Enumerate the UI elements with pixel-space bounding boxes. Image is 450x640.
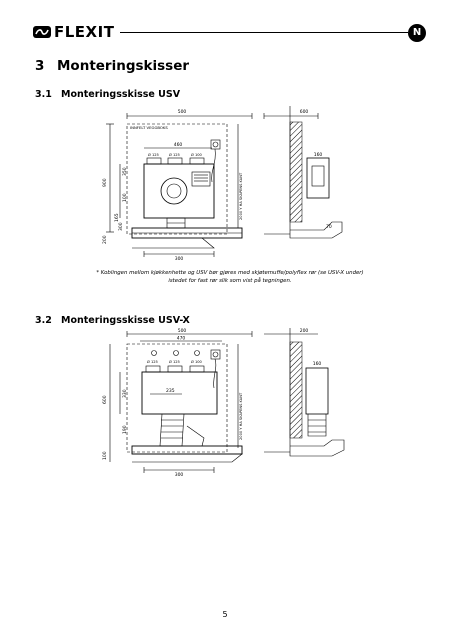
note-line-2: istedet for fast rør slik som vist på tegningen. xyxy=(168,277,292,284)
brand-logo xyxy=(33,25,114,39)
dim-b: 235 xyxy=(166,389,175,394)
page-header xyxy=(0,0,450,50)
installation-note xyxy=(70,270,390,285)
drawing-usv xyxy=(92,102,362,268)
subsection-heading-usv xyxy=(35,89,180,100)
header-rule xyxy=(120,32,408,33)
subsection-number: 3.1 xyxy=(35,89,52,100)
section-heading xyxy=(35,58,189,74)
dim-g: 2000 Y HA SKAPENS KANT xyxy=(239,172,243,220)
brand-name: FLEXIT xyxy=(54,23,115,41)
dim-lip: 70 xyxy=(326,225,332,230)
label-wall-box: INNFELT VEGGBOKS xyxy=(130,125,168,130)
dim-inner-width: 470 xyxy=(176,336,186,342)
page-number: 5 xyxy=(222,610,228,619)
dim-f: 2000 Y HA SKAPENS KANT xyxy=(239,392,243,440)
dim-side-width: 160 xyxy=(312,362,322,367)
label-outlet-1: Ø 125 xyxy=(148,153,159,157)
label-outlet-1: Ø 125 xyxy=(147,360,158,364)
subsection-heading-usvx xyxy=(35,315,190,326)
section-number: 3 xyxy=(35,58,45,74)
dim-d: 600 xyxy=(103,395,108,404)
dim-wall-depth: 200 xyxy=(299,329,309,334)
dim-b: 100 xyxy=(123,193,128,202)
subsection-title: Monteringsskisse USV xyxy=(61,89,181,100)
dim-wall-depth: 600 xyxy=(299,110,309,115)
dim-base-width: 300 xyxy=(174,473,184,478)
dim-e: 100 xyxy=(103,451,108,460)
label-outlet-2: Ø 125 xyxy=(169,360,180,364)
flexit-logo-icon xyxy=(33,26,51,38)
label-outlet-2: Ø 125 xyxy=(169,153,180,157)
subsection-number: 3.2 xyxy=(35,315,52,326)
dim-c: 190 xyxy=(123,425,128,434)
dim-d: 300 xyxy=(119,222,124,231)
dim-f: 200 xyxy=(103,235,108,244)
dim-a: 350 xyxy=(123,167,128,176)
dim-side-width: 160 xyxy=(313,153,323,158)
dim-width-top: 500 xyxy=(177,110,187,115)
dim-c: 165 xyxy=(115,213,120,222)
dim-inner-width: 460 xyxy=(173,143,183,148)
dim-width-top: 500 xyxy=(177,329,187,334)
subsection-title: Monteringsskisse USV-X xyxy=(61,315,190,326)
label-outlet-3: Ø 100 xyxy=(191,360,202,364)
dim-e: 900 xyxy=(103,178,108,187)
language-badge: N xyxy=(408,24,426,42)
drawing-usv-x xyxy=(92,328,362,478)
label-outlet-3: Ø 100 xyxy=(191,153,202,157)
dim-a: 330 xyxy=(123,389,128,398)
note-line-1: * Koblingen mellom kjøkkenhette og USV bør gjøres med skjøtemuffe/polyflex rør (se USV-X under) xyxy=(96,270,364,276)
section-title: Monteringskisser xyxy=(57,58,190,74)
dim-base-width: 300 xyxy=(174,257,184,262)
